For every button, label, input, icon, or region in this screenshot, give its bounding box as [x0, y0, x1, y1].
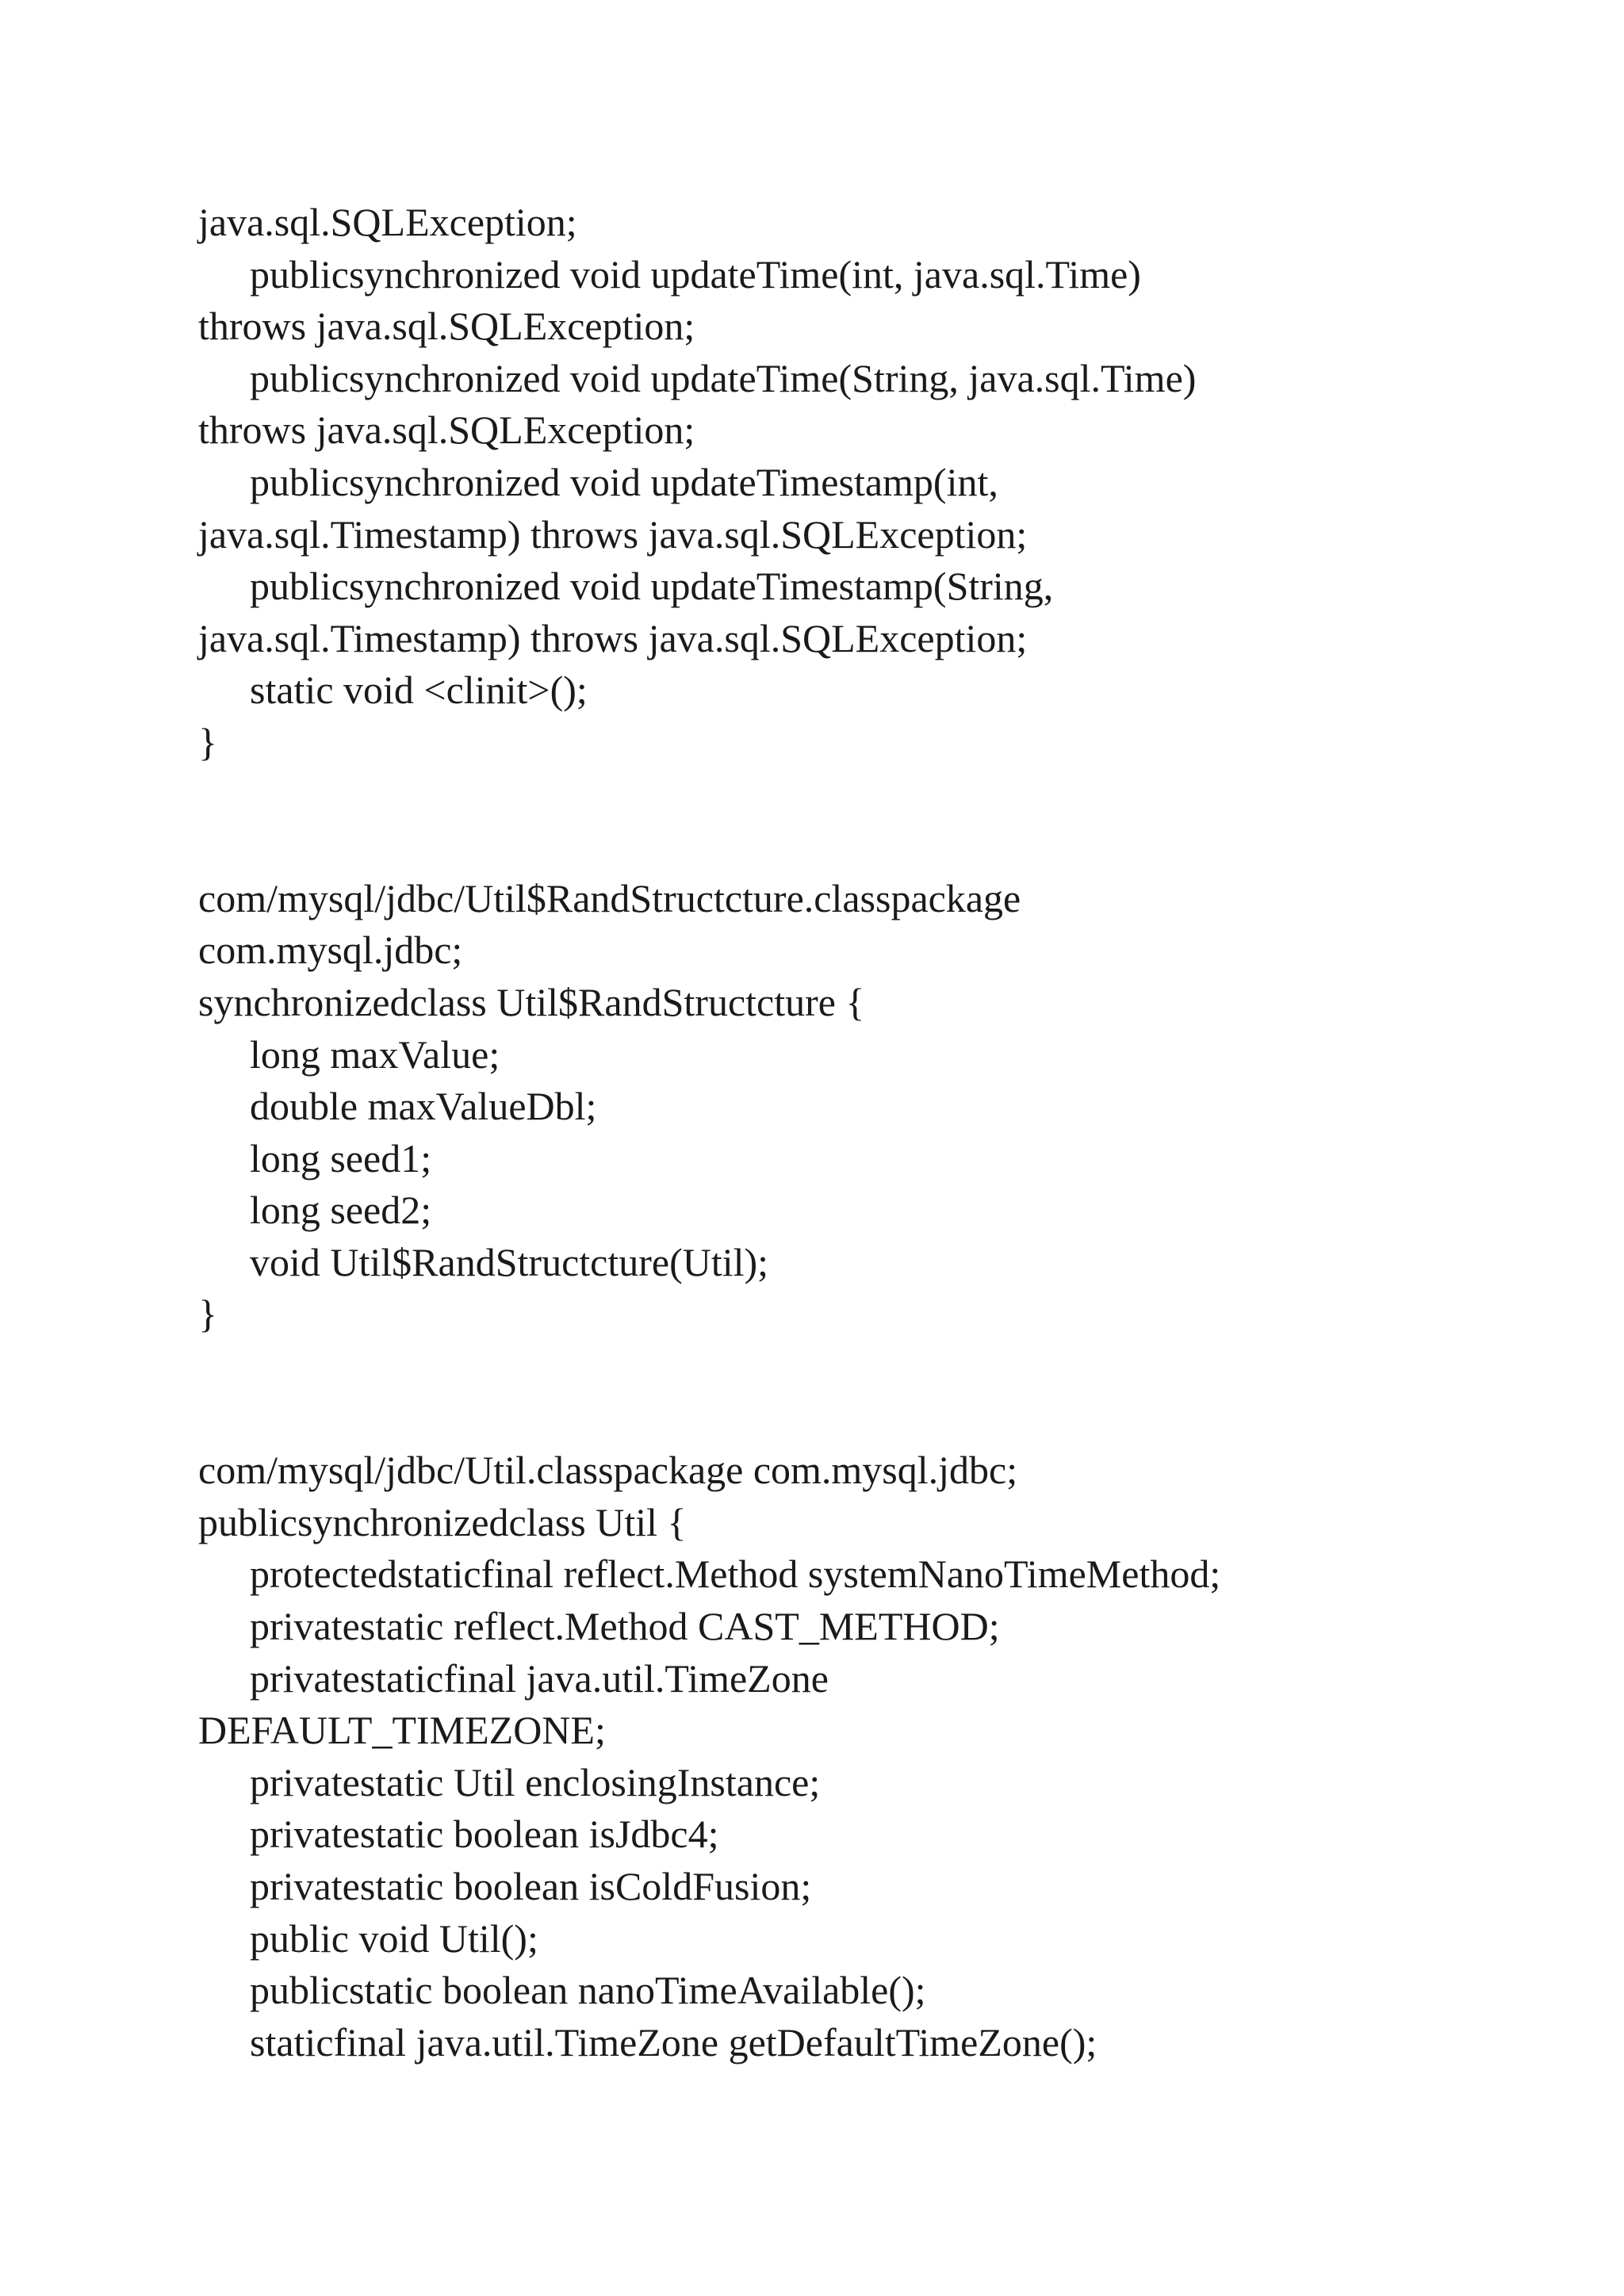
code-line: throws java.sql.SQLException; — [198, 304, 695, 349]
code-line: java.sql.SQLException; — [198, 200, 577, 244]
code-line: DEFAULT_TIMEZONE; — [198, 1708, 606, 1753]
code-line: publicsynchronized void updateTime(int, java.sql.Time) — [250, 251, 1141, 297]
code-line: com.mysql.jdbc; — [198, 928, 463, 973]
code-line: privatestatic reflect.Method CAST_METHOD; — [250, 1604, 1000, 1649]
paragraph-gap — [198, 769, 1546, 873]
code-line: java.sql.Timestamp) throws java.sql.SQLException; — [198, 511, 1028, 557]
code-line: protectedstaticfinal reflect.Method systemNanoTimeMethod; — [250, 1552, 1221, 1597]
code-line: throws java.sql.SQLException; — [198, 408, 695, 453]
code-line: } — [198, 719, 217, 764]
code-line: long seed2; — [250, 1188, 432, 1233]
code-line: void Util$RandStructcture(Util); — [250, 1239, 769, 1284]
code-line: com/mysql/jdbc/Util.classpackage com.mysql.jdbc; — [198, 1448, 1018, 1493]
code-line: publicstatic boolean nanoTimeAvailable(); — [250, 1968, 926, 2013]
code-line: publicsynchronized void updateTime(String, java.sql.Time) — [250, 355, 1197, 400]
code-line: synchronizedclass Util$RandStructcture { — [198, 979, 865, 1024]
code-line: public void Util(); — [250, 1915, 538, 1961]
code-line: long maxValue; — [250, 1031, 500, 1077]
code-line: publicsynchronized void updateTimestamp(String, — [250, 564, 1054, 609]
code-line: long seed1; — [250, 1135, 432, 1181]
code-line: } — [198, 1292, 217, 1337]
code-line: publicsynchronized void updateTimestamp(int, — [250, 459, 998, 504]
code-line: double maxValueDbl; — [250, 1084, 597, 1129]
document-text-body — [198, 197, 1546, 2068]
paragraph-gap — [198, 1341, 1546, 1445]
code-line: static void <clinit>(); — [250, 668, 588, 713]
code-line: publicsynchronizedclass Util { — [198, 1499, 687, 1544]
code-line: privatestatic Util enclosingInstance; — [250, 1759, 821, 1804]
code-line: privatestatic boolean isJdbc4; — [250, 1812, 719, 1857]
code-line: privatestaticfinal java.util.TimeZone — [250, 1655, 829, 1701]
code-line: staticfinal java.util.TimeZone getDefaultTimeZone(); — [250, 2019, 1097, 2064]
code-line: privatestatic boolean isColdFusion; — [250, 1864, 812, 1908]
code-line: com/mysql/jdbc/Util$RandStructcture.classpackage — [198, 875, 1021, 920]
code-line: java.sql.Timestamp) throws java.sql.SQLException; — [198, 615, 1028, 660]
